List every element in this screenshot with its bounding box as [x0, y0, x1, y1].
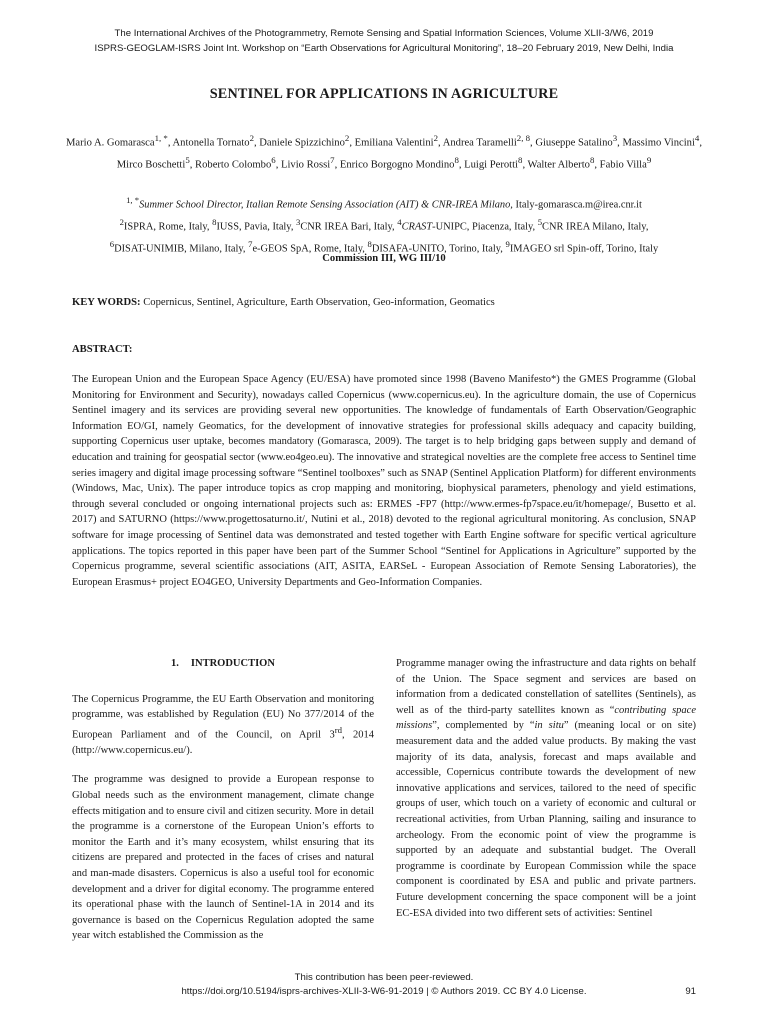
affiliation-line-2	[48, 214, 720, 236]
intro-paragraph-2: The programme was designed to provide a European response to Global needs such as the environment management, climate change effects mitigation and to ensure civil and citizen security. More in detail the programme is a cornerstone of the European Union’s efforts to monitor the Earth and it’s many ecosystem, whilst ensuring that its citizens are prepared and protected in the faces of crises and natural and man-made disasters. Copernicus is also a useful tool for economic development and a driver for digital economy. The programme entered its operational phase with the launch of Sentinel-1A in 2014 and its governance is based on the Copernicus Regulation adopted the same year witch established the Commission as the	[72, 774, 374, 942]
author-affiliation-sup: 6	[271, 155, 276, 166]
abstract-text: The European Union and the European Space Agency (EU/ESA) have promoted since 1998 (Baveno Manifesto*) the GMES Programme (Global Monitoring for Environment and Security), nowadays called Copernicus (www.copernicus.eu). In the agriculture domain, the use of Copernicus Sentinel imagery and its services are providing several new opportunities. The knowledge of fundamentals of Earth Observation/Geographic Information EO/GI, namely Geomatics, for the development of innovative strategies for professional skills adequacy and capacity building, supporting Copernicus user uptake, becomes mandatory (Gomarasca, 2009). The target is to help bridging gaps between supply and demand of education and training for geospatial sector (www.eo4geo.eu). The innovative and strategical novelties are the complete free access to Sentinel time series imagery and digital image processing software “Sentinel toolboxes” such as SNAP (Sentinel Application Platform) for different environments (Windows, Mac, Unix). The paper introduce topics as crop mapping and monitoring, biophysical parameters, phenology and yield estimations, through several concluded or ongoing international projects such as: ERMES -FP7 (http://www.ermes-fp7space.eu/it/homepage/, Busetto et al. 2017) and SATURNO (https://www.progettosaturno.it/, Nutini et al., 2018) devoted to the regional agricultural monitoring. As conclusion, SNAP software for image processing of Sentinel data was demonstrated and tested together with Earth Engine software for specific vertical agriculture applications. The topics reported in this paper have been part of the Summer School “Sentinel for Applications in Agriculture” supported by the Copernicus programme, several scientific associations (AIT, ASITA, EARSeL - European Association of Remote Sensing Laboratories), the European Erasmus+ project EO4GEO, University Departments and Geo-Information Companies.	[72, 374, 696, 588]
affiliation-text: CRAST	[401, 221, 433, 233]
affiliation-text: IUSS, Pavia, Italy,	[216, 221, 297, 233]
section-number: 1.	[171, 658, 179, 669]
affiliation-sup: 7	[248, 238, 253, 249]
keywords-text: Copernicus, Sentinel, Agriculture, Earth Observation, Geo-information, Geomatics	[140, 297, 495, 308]
author-name: Mirco Boschetti	[116, 159, 186, 171]
affiliation-sup: 1, *	[126, 195, 140, 205]
affiliation-text: CNR IREA Bari, Italy,	[300, 221, 398, 233]
author-affiliation-sup: 8	[589, 155, 595, 166]
author-affiliation-sup: 5	[185, 155, 190, 166]
peer-review-note: This contribution has been peer-reviewed.	[294, 972, 474, 983]
abstract-heading: ABSTRACT:	[72, 344, 133, 355]
author-name: Luigi Perotti	[464, 159, 519, 171]
affiliation-text: IMAGEO srl Spin-off, Torino, Italy	[509, 243, 659, 255]
affiliation-text: -UNIPC, Piacenza, Italy,	[432, 221, 538, 233]
author-affiliation-sup: 1, *	[154, 133, 168, 143]
affiliation-sup: 2	[119, 216, 124, 227]
page-number: 91	[685, 986, 696, 997]
header-workshop-line: ISPRS-GEOGLAM-ISRS Joint Int. Workshop on “Earth Observations for Agricultural Monitoring”, 18–20 February 2019, New Delhi, India	[94, 43, 674, 54]
section-title: INTRODUCTION	[190, 658, 275, 669]
author-name: Emiliana Valentini	[354, 137, 434, 149]
affiliation-email: Italy-gomarasca.m@irea.cnr.it	[515, 199, 642, 211]
commission-label: Commission III, WG III/10	[322, 253, 446, 264]
doi-license-line: https://doi.org/10.5194/isprs-archives-XLII-3-W6-91-2019 | © Authors 2019. CC BY 4.0 License.	[181, 986, 587, 997]
section-heading-introduction	[72, 656, 374, 672]
author-name: Enrico Borgogno Mondino	[339, 159, 455, 171]
author-name: Antonella Tornato	[172, 137, 250, 149]
keywords-label: KEY WORDS:	[72, 297, 141, 308]
author-affiliation-sup: 2	[433, 133, 438, 143]
author-affiliation-sup: 7	[330, 155, 335, 166]
author-name: Roberto Colombo	[195, 159, 272, 171]
author-affiliation-sup: 2	[344, 133, 350, 143]
header-journal-line: The International Archives of the Photogrammetry, Remote Sensing and Spatial Information Sciences, Volume XLII-3/W6, 2019	[114, 28, 654, 39]
affiliation-director: Summer School Director, Italian Remote Sensing Association (AIT) & CNR-IREA Milano,	[139, 199, 513, 211]
affiliation-sup: 8	[212, 216, 217, 227]
affiliation-sup: 9	[505, 238, 510, 249]
author-name: Massimo Vincini	[622, 137, 695, 149]
author-affiliation-sup: 8	[454, 155, 459, 166]
author-name: Fabio Villa	[599, 159, 647, 171]
keywords	[72, 297, 696, 308]
affiliation-text: e-GEOS SpA, Rome, Italy,	[252, 243, 368, 255]
author-name: Giuseppe Satalino	[535, 137, 613, 149]
author-affiliation-sup: 4	[694, 133, 700, 143]
affiliation-text: DISAFA-UNITO, Torino, Italy,	[371, 243, 506, 255]
author-affiliation-sup: 3	[612, 133, 618, 143]
author-name: Livio Rossi	[280, 159, 331, 171]
right-column	[396, 656, 696, 921]
left-column	[72, 656, 374, 944]
running-header	[40, 26, 728, 56]
author-affiliation-sup: 9	[646, 155, 652, 166]
affiliation-sup: 6	[109, 238, 115, 249]
affiliation-text: DISAT-UNIMIB, Milano, Italy,	[114, 243, 249, 255]
intro-paragraph-3: Programme manager owing the infrastructure and data rights on behalf of the Union. The Space segment and services are based on information from a dedicated constellation of satellites (Sentinels), as well as of the third-party satellites known as “contributing space missions”, complemented by “in situ” (meaning local or on site) measurement data and the added value products. By making the vast majority of its data, analysis, forecast and maps available and accessible, Copernicus contribute towards the development of new innovative applications and services, tailored to the need of specific groups of user, which touch on a variety of economic and cultural or recreational activities, from Urban Planning, sailing and insurance to archeology. From the economic point of view the programme is supported by an adequate and substantial budget. The Overall programme is coordinate by European Commission while the space component is coordinated by ESA and public and private partners. Future development concerning the space component will be a joint EC-ESA divided into two different sets of activities: Sentinel	[396, 658, 697, 919]
author-name: Andrea Taramelli	[442, 137, 517, 149]
paper-title: SENTINEL FOR APPLICATIONS IN AGRICULTURE	[209, 86, 559, 102]
author-affiliation-sup: 8	[518, 155, 523, 166]
intro-paragraph-1: The Copernicus Programme, the EU Earth Observation and monitoring programme, was established by Regulation (EU) No 377/2014 of the European Parliament and of the Council, on April 3rd, 2014 (http://www.copernicus.eu/).	[72, 693, 375, 756]
affiliation-text: ISPRA, Rome, Italy,	[123, 221, 213, 233]
author-affiliation-sup: 2	[249, 133, 254, 143]
author-list: Mario A. Gomarasca$^{1, *}$, Antonella Tornato$^2$, Daniele Spizzichino$^2$, Emiliana Valentini$^2$, Andrea Taramelli$^{2, 8}$, Giuseppe Satalino$^3$, Massimo Vincini$^4$, Mirco Boschetti$^5$, Roberto Colombo$^6$, Livio Rossi$^7$, Enrico Borgogno Mondino$^8$, Luigi Perotti$^8$, Walter Alberto$^8$, Fabio Villa$^9$	[66, 133, 702, 171]
author-name: Walter Alberto	[527, 159, 590, 171]
affiliation-sup: 5	[537, 216, 543, 227]
affiliation-sup: 4	[397, 216, 402, 227]
affiliations	[48, 192, 720, 258]
affiliation-text: CNR IREA Milano, Italy,	[542, 221, 649, 233]
author-name: Daniele Spizzichino	[259, 137, 345, 149]
affiliation-line-1	[48, 192, 720, 214]
affiliation-sup: 3	[296, 216, 301, 227]
author-name: Mario A. Gomarasca	[66, 137, 155, 149]
affiliation-sup: 8	[367, 238, 372, 249]
author-affiliation-sup: 2, 8	[516, 133, 531, 143]
